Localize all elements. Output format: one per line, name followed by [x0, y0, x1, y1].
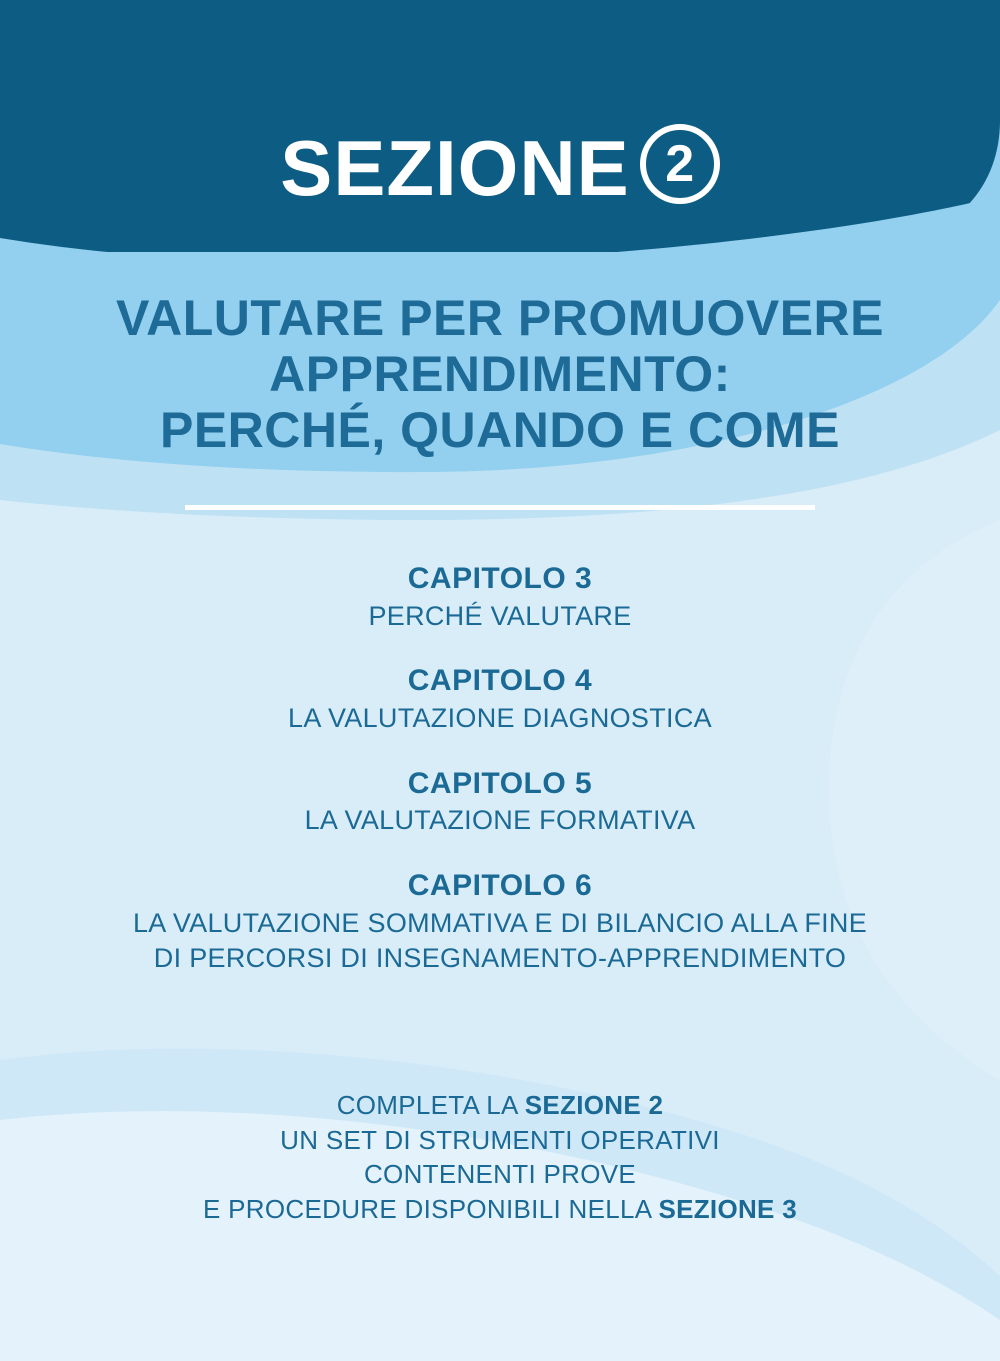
section-header	[0, 124, 1000, 212]
chapter-title: LA VALUTAZIONE FORMATIVA	[304, 805, 696, 836]
list-item	[0, 765, 1000, 837]
chapter-title: LA VALUTAZIONE SOMMATIVA E DI BILANCIO ALLA FINE	[132, 907, 868, 938]
list-item	[0, 867, 1000, 974]
footer-note	[0, 1088, 1000, 1226]
chapter-number: CAPITOLO 5	[407, 766, 593, 800]
page-title	[0, 290, 1000, 458]
title-line-2: APPRENDIMENTO:	[269, 346, 731, 402]
chapter-number: CAPITOLO 6	[407, 869, 593, 903]
footer-line-3: CONTENENTI PROVE	[363, 1159, 637, 1190]
title-line-3: PERCHÉ, QUANDO E COME	[159, 402, 840, 458]
chapter-list	[0, 560, 1000, 1005]
footer-line-4-strong: SEZIONE 3	[658, 1193, 797, 1224]
list-item	[0, 560, 1000, 632]
section-word: SEZIONE	[280, 124, 630, 212]
list-item	[0, 662, 1000, 734]
footer-line-4-text: E PROCEDURE DISPONIBILI NELLA	[203, 1193, 659, 1224]
chapter-number: CAPITOLO 4	[407, 664, 593, 698]
chapter-title: LA VALUTAZIONE DIAGNOSTICA	[288, 702, 712, 733]
chapter-title: PERCHÉ VALUTARE	[368, 600, 632, 631]
chapter-title-continued: DI PERCORSI DI INSEGNAMENTO-APPRENDIMENTO	[153, 942, 847, 973]
footer-line-4	[0, 1192, 1000, 1227]
footer-line-1	[0, 1088, 1000, 1123]
footer-line-1-text: COMPLETA LA	[336, 1090, 525, 1120]
section-number-badge: 2	[640, 124, 720, 204]
title-line-1: VALUTARE PER PROMUOVERE	[115, 290, 885, 346]
footer-line-1-strong: SEZIONE 2	[524, 1090, 664, 1120]
footer-line-2: UN SET DI STRUMENTI OPERATIVI	[280, 1124, 720, 1155]
chapter-number: CAPITOLO 3	[407, 562, 593, 595]
title-divider	[185, 505, 815, 510]
